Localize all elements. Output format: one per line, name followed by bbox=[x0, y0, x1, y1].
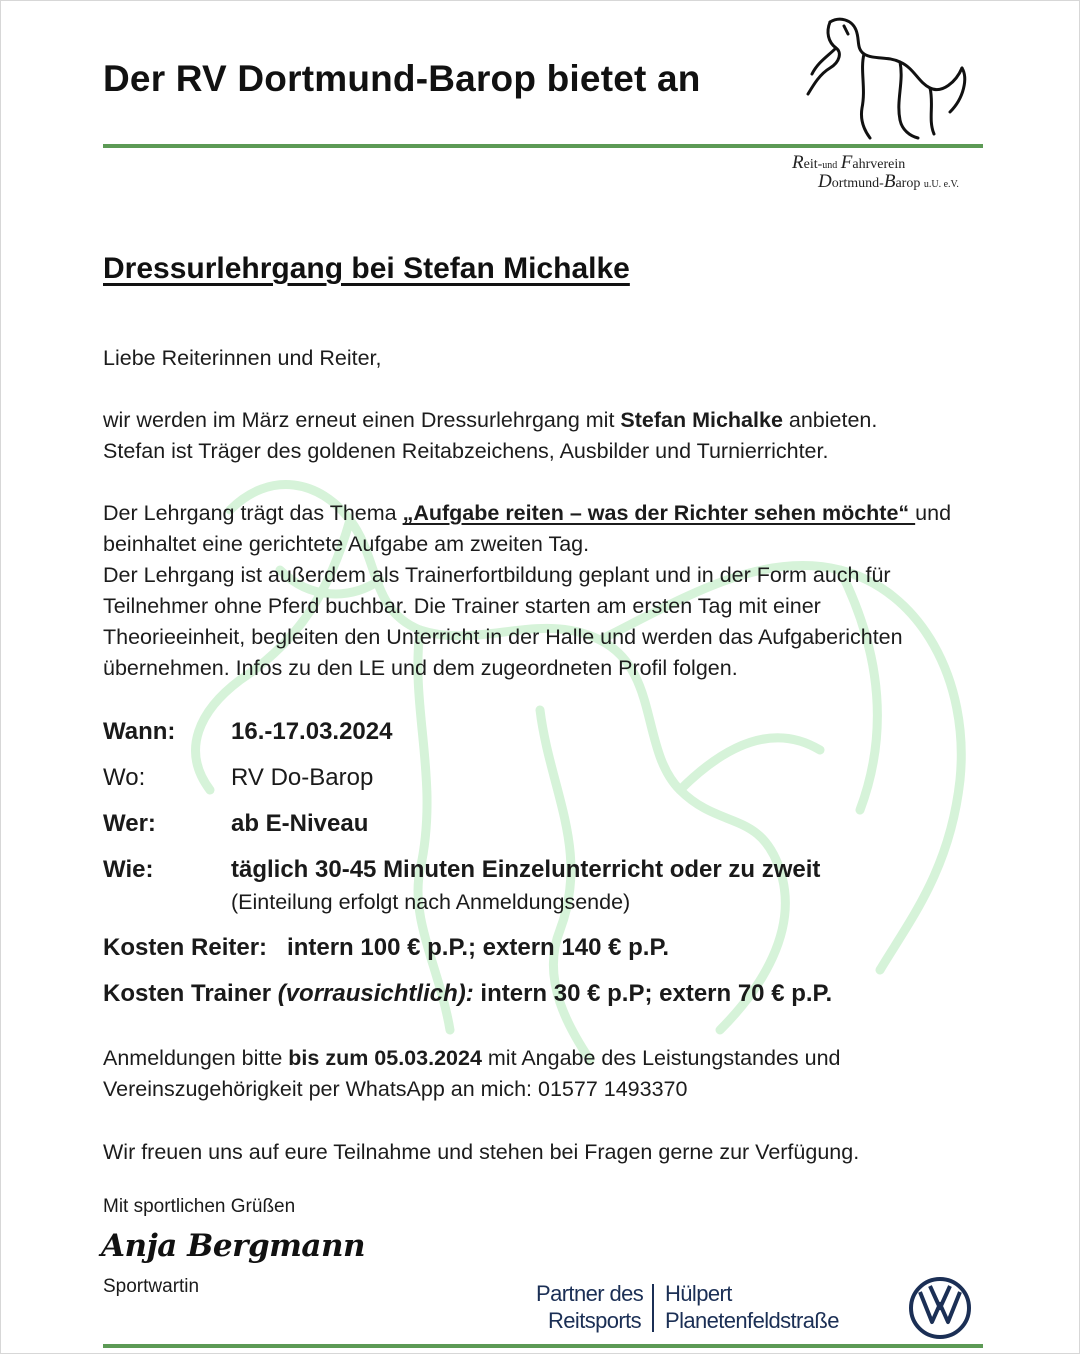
regards: Mit sportlichen Grüßen bbox=[103, 1196, 296, 1217]
where-label: Wo: bbox=[103, 764, 146, 791]
intro-line-1: wir werden im März erneut einen Dressurlehrgang mit Stefan Michalke anbieten. bbox=[103, 408, 878, 432]
page-title: Der RV Dortmund-Barop bietet an bbox=[103, 58, 701, 99]
signature: Anja Bergmann bbox=[101, 1228, 366, 1264]
horse-logo-icon bbox=[800, 12, 975, 147]
registration-line-1: Anmeldungen bitte bis zum 05.03.2024 mit Angabe des Leistungstandes und bbox=[103, 1046, 841, 1070]
footer-divider bbox=[103, 1344, 983, 1348]
closing-text: Wir freuen uns auf eure Teilnahme und stehen bei Fragen gerne zur Verfügung. bbox=[103, 1140, 860, 1164]
header-divider bbox=[103, 144, 983, 148]
partner-divider bbox=[652, 1284, 654, 1332]
course-title: Dressurlehrgang bei Stefan Michalke bbox=[103, 252, 630, 285]
how-note: (Einteilung erfolgt nach Anmeldungsende) bbox=[231, 890, 631, 914]
cost-rider: Kosten Reiter: intern 100 € p.P.; extern 140 € p.P. bbox=[103, 934, 670, 961]
club-name-line1: Reit-und Fahrverein bbox=[792, 152, 906, 173]
how-label: Wie: bbox=[103, 856, 154, 883]
intro-line-2: Stefan ist Träger des goldenen Reitabzeichens, Ausbilder und Turnierrichter. bbox=[103, 439, 829, 463]
when-label: Wann: bbox=[103, 718, 176, 745]
club-name-line2: Dortmund-Barop u.U. e.V. bbox=[818, 171, 959, 192]
role: Sportwartin bbox=[103, 1276, 200, 1297]
theme-line-2: beinhaltet eine gerichtete Aufgabe am zweiten Tag. bbox=[103, 532, 590, 556]
vw-logo-icon bbox=[908, 1276, 972, 1340]
registration-line-2: Vereinszugehörigkeit per WhatsApp an mich: 01577 1493370 bbox=[103, 1077, 688, 1101]
cost-trainer: Kosten Trainer (vorrausichtlich): intern 30 € p.P; extern 70 € p.P. bbox=[103, 980, 833, 1007]
partner-name: Hülpert bbox=[665, 1281, 732, 1306]
partner-label-line2: Reitsports bbox=[548, 1308, 642, 1333]
where-value: RV Do-Barop bbox=[231, 764, 374, 791]
theme-line-3: Der Lehrgang ist außerdem als Trainerfortbildung geplant und in der Form auch für bbox=[103, 563, 891, 587]
theme-line-5: Theorieeinheit, begleiten den Unterricht in der Halle und werden das Aufgaberichten bbox=[103, 625, 903, 649]
partner-label-line1: Partner des bbox=[536, 1281, 644, 1306]
theme-line-6: übernehmen. Infos zu den LE und dem zugeordneten Profil folgen. bbox=[103, 656, 738, 680]
greeting: Liebe Reiterinnen und Reiter, bbox=[103, 346, 382, 370]
theme-line-1: Der Lehrgang trägt das Thema „Aufgabe reiten – was der Richter sehen möchte“ und bbox=[103, 501, 952, 525]
who-label: Wer: bbox=[103, 810, 156, 837]
how-value: täglich 30-45 Minuten Einzelunterricht oder zu zweit bbox=[231, 856, 821, 883]
when-value: 16.-17.03.2024 bbox=[231, 718, 393, 745]
who-value: ab E-Niveau bbox=[231, 810, 369, 837]
partner-location: Planetenfeldstraße bbox=[665, 1308, 839, 1333]
theme-line-4: Teilnehmer ohne Pferd buchbar. Die Trainer starten am ersten Tag mit einer bbox=[103, 594, 821, 618]
